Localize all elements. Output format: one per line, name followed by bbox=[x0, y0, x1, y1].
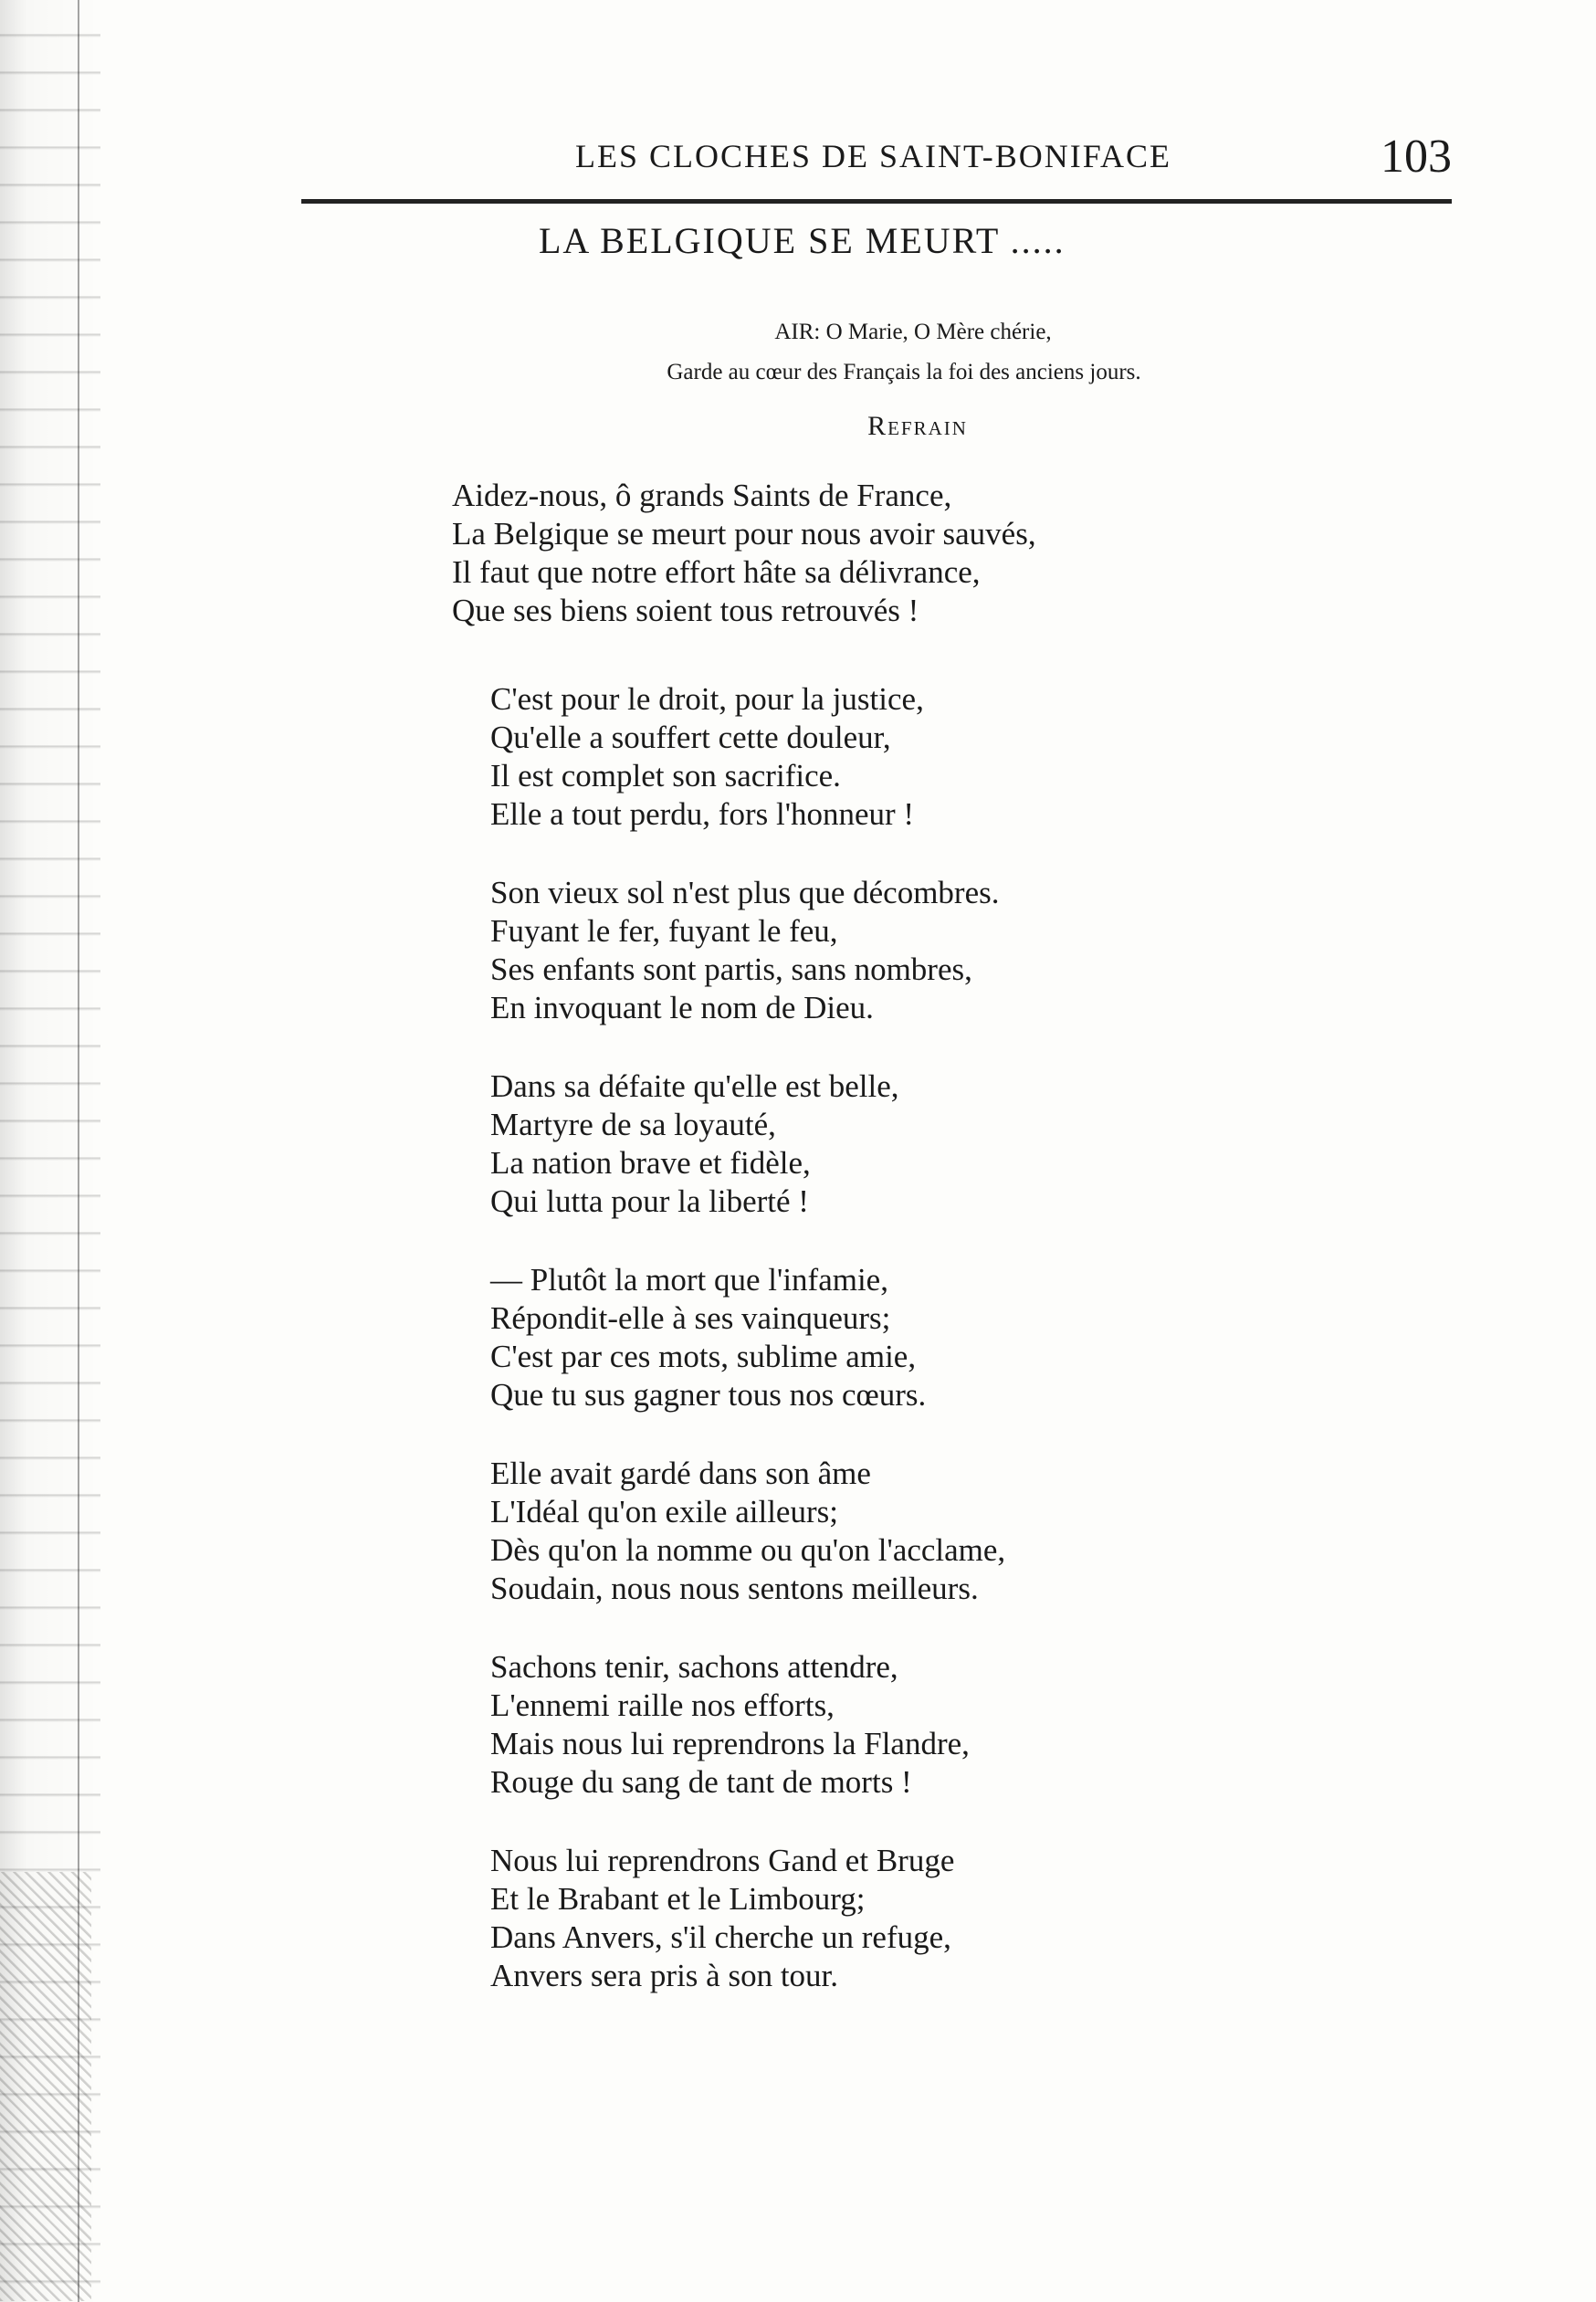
verse-line: En invoquant le nom de Dieu. bbox=[490, 990, 874, 1025]
stanza bbox=[490, 1455, 1005, 1608]
verse-line: Dans Anvers, s'il cherche un refuge, bbox=[490, 1919, 951, 1955]
verse-line: La Belgique se meurt pour nous avoir sauvés, bbox=[452, 516, 1036, 552]
stanza bbox=[490, 1648, 1005, 1802]
verse-line: L'ennemi raille nos efforts, bbox=[490, 1687, 835, 1723]
air-line: Garde au cœur des Français la foi des anciens jours. bbox=[667, 360, 1141, 384]
stanza bbox=[490, 1067, 1005, 1221]
verse-line: Il est complet son sacrifice. bbox=[490, 758, 841, 794]
running-header bbox=[301, 130, 1452, 184]
verse-line: Dans sa défaite qu'elle est belle, bbox=[490, 1068, 899, 1104]
verse-line: Ses enfants sont partis, sans nombres, bbox=[490, 951, 972, 987]
verse-line: C'est par ces mots, sublime amie, bbox=[490, 1339, 917, 1374]
verse-line: Elle avait gardé dans son âme bbox=[490, 1456, 871, 1491]
air-indication bbox=[301, 312, 1452, 393]
page-number: 103 bbox=[1381, 131, 1452, 183]
verse-line: Fuyant le fer, fuyant le feu, bbox=[490, 913, 838, 949]
scanned-binding-edge bbox=[0, 0, 100, 2302]
verse-line: Dès qu'on la nomme ou qu'on l'acclame, bbox=[490, 1532, 1006, 1568]
verse-line: — Plutôt la mort que l'infamie, bbox=[490, 1262, 888, 1298]
verse-line: Rouge du sang de tant de morts ! bbox=[490, 1764, 912, 1800]
verse-line: C'est pour le droit, pour la justice, bbox=[490, 681, 924, 717]
verse-line: Elle a tout perdu, fors l'honneur ! bbox=[490, 796, 915, 832]
verse-line: Anvers sera pris à son tour. bbox=[490, 1958, 839, 1993]
song-title: LA BELGIQUE SE MEURT ..... bbox=[539, 220, 1066, 261]
verse-line: Et le Brabant et le Limbourg; bbox=[490, 1881, 866, 1917]
verse-line: Soudain, nous nous sentons meilleurs. bbox=[490, 1571, 979, 1606]
air-line: AIR: O Marie, O Mère chérie, bbox=[774, 320, 1052, 344]
stanza bbox=[490, 680, 1005, 834]
verse-line: L'Idéal qu'on exile ailleurs; bbox=[490, 1494, 838, 1529]
stanza bbox=[490, 1842, 1005, 1995]
verse-line: Qui lutta pour la liberté ! bbox=[490, 1183, 809, 1219]
running-title: LES CLOCHES DE SAINT-BONIFACE bbox=[575, 138, 1172, 174]
verse-line: Que tu sus gagner tous nos cœurs. bbox=[490, 1377, 927, 1413]
verse-line: Sachons tenir, sachons attendre, bbox=[490, 1649, 898, 1685]
refrain-label: Refrain bbox=[867, 411, 968, 441]
verse-line: Mais nous lui reprendrons la Flandre, bbox=[490, 1726, 970, 1761]
verse-line: Martyre de sa loyauté, bbox=[490, 1107, 776, 1142]
verse-line: Que ses biens soient tous retrouvés ! bbox=[452, 593, 919, 628]
verses bbox=[490, 680, 1005, 2035]
stanza bbox=[490, 1261, 1005, 1414]
verse-line: Nous lui reprendrons Gand et Bruge bbox=[490, 1843, 955, 1878]
verse-line: Aidez-nous, ô grands Saints de France, bbox=[452, 478, 952, 513]
header-rule bbox=[301, 199, 1452, 204]
verse-line: Répondit-elle à ses vainqueurs; bbox=[490, 1300, 891, 1336]
verse-line: Son vieux sol n'est plus que décombres. bbox=[490, 875, 1000, 910]
verse-line: Qu'elle a souffert cette douleur, bbox=[490, 720, 891, 755]
verse-line: Il faut que notre effort hâte sa délivrance, bbox=[452, 554, 981, 590]
stanza bbox=[490, 874, 1005, 1027]
verse-line: La nation brave et fidèle, bbox=[490, 1145, 811, 1181]
refrain bbox=[452, 477, 1036, 630]
